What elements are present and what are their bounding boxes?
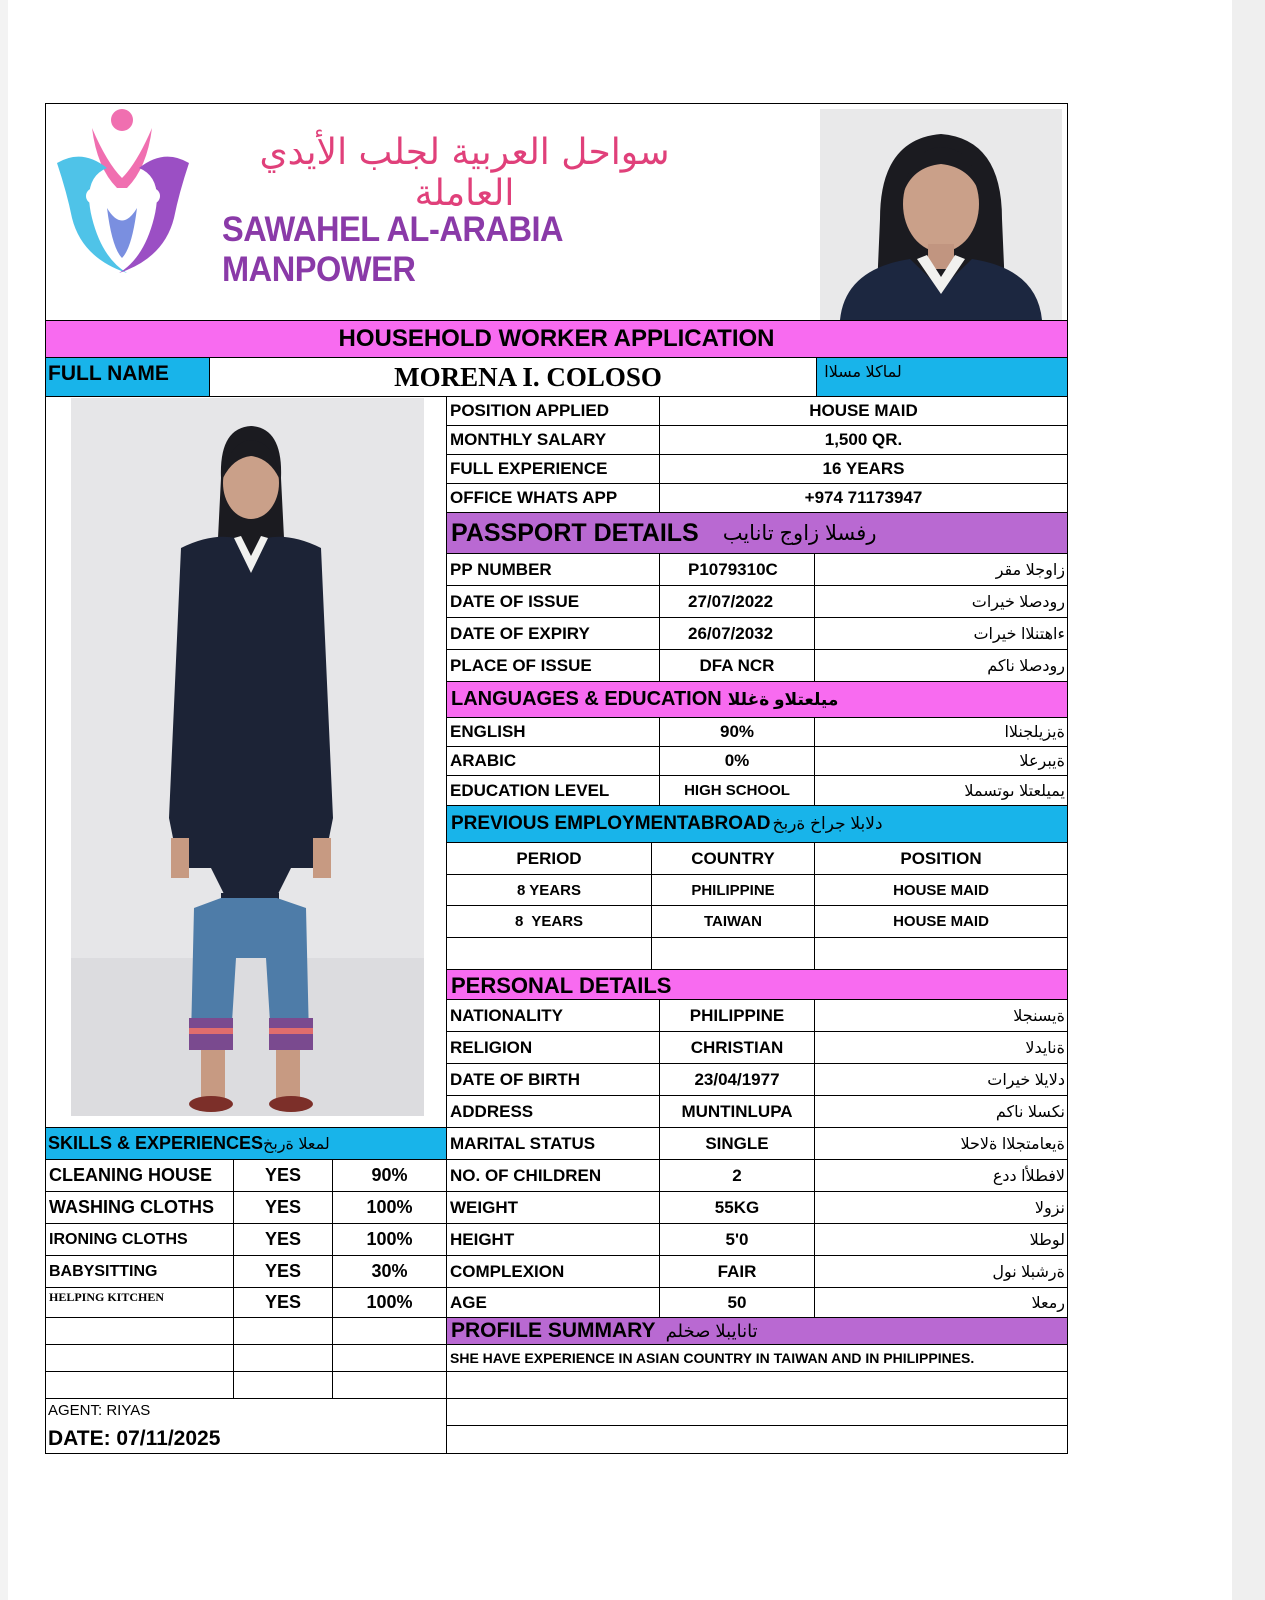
full-name-value-box bbox=[209, 357, 817, 397]
passport-value-place: DFA NCR bbox=[659, 649, 815, 682]
job-value-whatsapp: +974 71173947 bbox=[659, 483, 1068, 513]
personal-arabic-children: لافطلأا ددع bbox=[814, 1159, 1068, 1192]
skill-pct-washing: 100% bbox=[332, 1191, 447, 1224]
form-title-bar bbox=[45, 320, 1068, 358]
profile-title: PROFILE SUMMARY bbox=[451, 1319, 656, 1342]
skills-title: SKILLS & EXPERIENCES bbox=[48, 1133, 264, 1153]
skills-title-arabic: لمعلا ةربخ bbox=[263, 1135, 330, 1153]
personal-value-marital: SINGLE bbox=[659, 1127, 815, 1160]
lang-value-arabic: 0% bbox=[659, 746, 815, 776]
skill-pct-kitchen: 100% bbox=[332, 1287, 447, 1318]
skill-pct-ironing: 100% bbox=[332, 1223, 447, 1256]
personal-arabic-marital: ةيعامتجلاا ةلاحلا bbox=[814, 1127, 1068, 1160]
profile-header bbox=[446, 1317, 1068, 1345]
personal-value-children: 2 bbox=[659, 1159, 815, 1192]
employment-row2-country: TAIWAN bbox=[651, 905, 815, 938]
employment-row1-position: HOUSE MAID bbox=[814, 874, 1068, 906]
header-top-line bbox=[45, 103, 719, 104]
skill-empty-1b bbox=[233, 1317, 333, 1345]
profile-empty-2 bbox=[446, 1398, 1068, 1426]
form-title: HOUSEHOLD WORKER APPLICATION bbox=[338, 325, 775, 352]
skill-empty-1c bbox=[332, 1317, 447, 1345]
job-label-position: POSITION APPLIED bbox=[446, 396, 660, 426]
employment-row1-period: 8 YEARS bbox=[446, 874, 652, 906]
skill-name-cleaning: CLEANING HOUSE bbox=[45, 1159, 234, 1192]
skill-name-kitchen: HELPING KITCHEN bbox=[45, 1287, 234, 1318]
skill-has-babysitting: YES bbox=[233, 1255, 333, 1288]
passport-value-issue: 27/07/2022 bbox=[659, 585, 815, 618]
skill-name-ironing: IRONING CLOTHS bbox=[45, 1223, 234, 1256]
lang-value-english: 90% bbox=[659, 717, 815, 747]
application-date: DATE: 07/11/2025 bbox=[48, 1427, 221, 1450]
passport-arabic-place: رودصلا ناكم bbox=[814, 649, 1068, 682]
skill-has-kitchen: YES bbox=[233, 1287, 333, 1318]
personal-arabic-dob: دلايلا خيرات bbox=[814, 1063, 1068, 1096]
employment-title-arabic: دلابلا جراخ ةربخ bbox=[772, 814, 883, 833]
passport-arabic-expiry: ءاهتنلاا خيرات bbox=[814, 617, 1068, 650]
languages-title: LANGUAGES & EDUCATION bbox=[451, 688, 722, 710]
full-name-label-arabic: لماكلا مسلاا bbox=[824, 364, 902, 381]
employment-col-country: COUNTRY bbox=[651, 842, 815, 875]
employment-row3-empty-b bbox=[651, 937, 815, 970]
personal-value-age: 50 bbox=[659, 1287, 815, 1318]
personal-value-height: 5'0 bbox=[659, 1223, 815, 1256]
lang-value-education: HIGH SCHOOL bbox=[659, 775, 815, 806]
personal-value-address: MUNTINLUPA bbox=[659, 1095, 815, 1128]
profile-title-arabic: تانايبلا صخلم bbox=[665, 1320, 758, 1341]
skill-pct-babysitting: 30% bbox=[332, 1255, 447, 1288]
passport-label-place: PLACE OF ISSUE bbox=[446, 649, 660, 682]
skill-pct-cleaning: 90% bbox=[332, 1159, 447, 1192]
personal-label-children: NO. OF CHILDREN bbox=[446, 1159, 660, 1192]
personal-label-weight: WEIGHT bbox=[446, 1191, 660, 1224]
passport-label-issue: DATE OF ISSUE bbox=[446, 585, 660, 618]
personal-value-complexion: FAIR bbox=[659, 1255, 815, 1288]
job-label-experience: FULL EXPERIENCE bbox=[446, 454, 660, 484]
personal-label-address: ADDRESS bbox=[446, 1095, 660, 1128]
personal-arabic-complexion: ةرشبلا نول bbox=[814, 1255, 1068, 1288]
skill-empty-3a bbox=[45, 1371, 234, 1399]
job-label-salary: MONTHLY SALARY bbox=[446, 425, 660, 455]
profile-empty-1 bbox=[446, 1371, 1068, 1399]
lang-arabic-english: ةيزيلجنلاا bbox=[814, 717, 1068, 747]
personal-label-height: HEIGHT bbox=[446, 1223, 660, 1256]
personal-value-dob: 23/04/1977 bbox=[659, 1063, 815, 1096]
full-name-value: MORENA I. COLOSO bbox=[394, 361, 662, 392]
personal-arabic-height: لوطلا bbox=[814, 1223, 1068, 1256]
employment-row2-period: 8 YEARS bbox=[446, 905, 652, 938]
passport-label-expiry: DATE OF EXPIRY bbox=[446, 617, 660, 650]
personal-label-marital: MARITAL STATUS bbox=[446, 1127, 660, 1160]
personal-arabic-nationality: ةيسنجلا bbox=[814, 999, 1068, 1032]
lang-arabic-arabic: ةيبرعلا bbox=[814, 746, 1068, 776]
profile-summary-text: SHE HAVE EXPERIENCE IN ASIAN COUNTRY IN TAIWAN AND IN PHILIPPINES. bbox=[446, 1344, 1068, 1372]
passport-value-expiry: 26/07/2032 bbox=[659, 617, 815, 650]
passport-arabic-issue: رودصلا خيرات bbox=[814, 585, 1068, 618]
personal-arabic-address: نكسلا ناكم bbox=[814, 1095, 1068, 1128]
company-logo-icon bbox=[52, 108, 194, 278]
personal-arabic-weight: نزولا bbox=[814, 1191, 1068, 1224]
skill-empty-2a bbox=[45, 1344, 234, 1372]
personal-value-religion: CHRISTIAN bbox=[659, 1031, 815, 1064]
employment-row3-empty-a bbox=[446, 937, 652, 970]
personal-arabic-religion: ةنايدلا bbox=[814, 1031, 1068, 1064]
personal-header bbox=[446, 969, 1068, 1000]
passport-value-number: P1079310C bbox=[659, 553, 815, 586]
personal-arabic-age: رمعلا bbox=[814, 1287, 1068, 1318]
personal-label-religion: RELIGION bbox=[446, 1031, 660, 1064]
skills-header bbox=[45, 1127, 447, 1160]
job-value-experience: 16 YEARS bbox=[659, 454, 1068, 484]
personal-value-nationality: PHILIPPINE bbox=[659, 999, 815, 1032]
header-top-line-right bbox=[717, 103, 1068, 104]
personal-title: PERSONAL DETAILS bbox=[451, 973, 672, 998]
job-value-salary: 1,500 QR. bbox=[659, 425, 1068, 455]
passport-photo bbox=[820, 109, 1062, 320]
employment-row2-position: HOUSE MAID bbox=[814, 905, 1068, 938]
lang-label-education: EDUCATION LEVEL bbox=[446, 775, 660, 806]
company-name-arabic: سواحل العربية لجلب الأيدي العاملة bbox=[259, 132, 670, 214]
passport-label-number: PP NUMBER bbox=[446, 553, 660, 586]
passport-title-arabic: رفسلا زاوج تانايب bbox=[722, 521, 877, 545]
lang-arabic-education: يميلعتلا ىوتسملا bbox=[814, 775, 1068, 806]
skill-empty-3b bbox=[233, 1371, 333, 1399]
employment-col-period: PERIOD bbox=[446, 842, 652, 875]
page-shadow-left bbox=[0, 0, 8, 1600]
skill-empty-2c bbox=[332, 1344, 447, 1372]
passport-header bbox=[446, 512, 1068, 554]
skill-has-washing: YES bbox=[233, 1191, 333, 1224]
skill-name-washing: WASHING CLOTHS bbox=[45, 1191, 234, 1224]
skill-empty-3c bbox=[332, 1371, 447, 1399]
full-body-photo bbox=[71, 398, 424, 1116]
skill-has-cleaning: YES bbox=[233, 1159, 333, 1192]
personal-label-complexion: COMPLEXION bbox=[446, 1255, 660, 1288]
skill-empty-1a bbox=[45, 1317, 234, 1345]
lang-label-arabic: ARABIC bbox=[446, 746, 660, 776]
employment-title: PREVIOUS EMPLOYMENTABROAD bbox=[451, 813, 771, 834]
profile-empty-3 bbox=[446, 1425, 1068, 1454]
job-value-position: HOUSE MAID bbox=[659, 396, 1068, 426]
employment-col-position: POSITION bbox=[814, 842, 1068, 875]
personal-value-weight: 55KG bbox=[659, 1191, 815, 1224]
company-name-english: SAWAHEL AL-ARABIA MANPOWER bbox=[222, 210, 562, 289]
skill-empty-2b bbox=[233, 1344, 333, 1372]
languages-title-arabic: ميلعتلاو ةغللا bbox=[727, 689, 839, 709]
agent-name: AGENT: RIYAS bbox=[48, 1402, 151, 1419]
employment-row3-empty-c bbox=[814, 937, 1068, 970]
personal-label-age: AGE bbox=[446, 1287, 660, 1318]
full-name-label: FULL NAME bbox=[48, 362, 169, 385]
skill-has-ironing: YES bbox=[233, 1223, 333, 1256]
employment-row1-country: PHILIPPINE bbox=[651, 874, 815, 906]
passport-title: PASSPORT DETAILS bbox=[451, 518, 699, 547]
passport-arabic-number: زاوجلا مقر bbox=[814, 553, 1068, 586]
personal-label-dob: DATE OF BIRTH bbox=[446, 1063, 660, 1096]
page-shadow-right bbox=[1232, 0, 1265, 1600]
employment-header bbox=[446, 805, 1068, 843]
skill-name-babysitting: BABYSITTING bbox=[45, 1255, 234, 1288]
languages-header bbox=[446, 681, 1068, 718]
job-label-whatsapp: OFFICE WHATS APP bbox=[446, 483, 660, 513]
personal-label-nationality: NATIONALITY bbox=[446, 999, 660, 1032]
lang-label-english: ENGLISH bbox=[446, 717, 660, 747]
